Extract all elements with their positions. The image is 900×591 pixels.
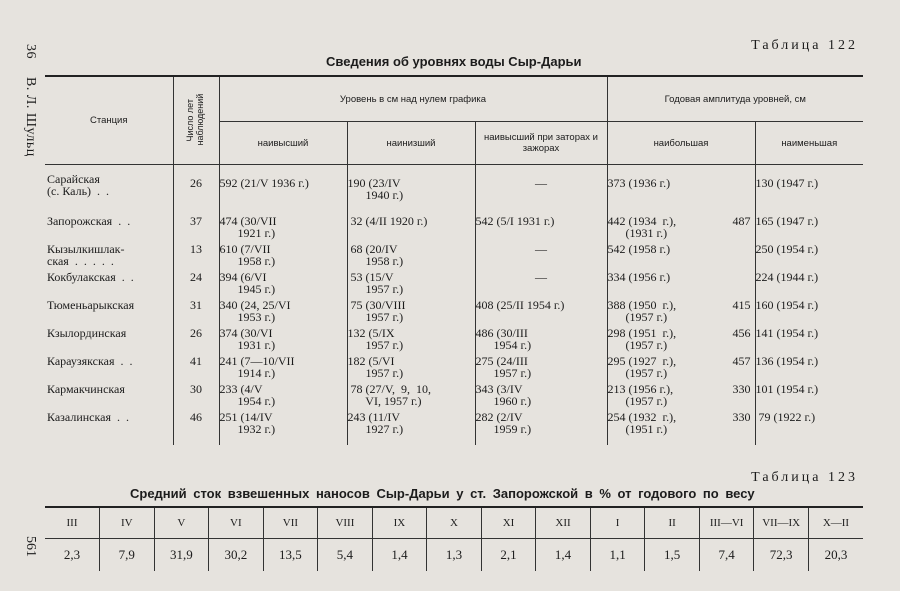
highest-jams-cell-text: 542 (5/I 1931 г.) xyxy=(475,214,555,228)
amp-max-cell xyxy=(607,327,755,355)
month-header: IV xyxy=(100,507,155,539)
month-value: 1,4 xyxy=(372,539,427,572)
author-name: В. Л. Шульц xyxy=(23,77,38,157)
highest-jams-cell xyxy=(475,215,607,243)
month-value: 13,5 xyxy=(263,539,318,572)
amp-min-cell xyxy=(755,355,863,383)
table-row xyxy=(45,383,863,411)
lowest-cell xyxy=(347,383,475,411)
years-cell xyxy=(173,243,219,271)
highest-cell xyxy=(219,411,347,445)
month-value: 2,3 xyxy=(63,547,81,562)
month-value: 7,9 xyxy=(100,539,155,572)
amp-min-cell-text: 224 (1944 г.) xyxy=(755,270,819,284)
month-value: 30,2 xyxy=(209,539,264,572)
station-cell-text: Кармакчинская xyxy=(47,382,125,396)
month-header: IX xyxy=(372,507,427,539)
amp-max-cell xyxy=(607,355,755,383)
amp-max-cell xyxy=(607,165,755,216)
highest-jams-cell xyxy=(475,299,607,327)
station-cell xyxy=(45,383,173,411)
amp-max-extra-value: 415 xyxy=(732,298,751,312)
station-cell xyxy=(45,327,173,355)
highest-jams-cell xyxy=(475,327,607,355)
month-header: XI xyxy=(481,507,536,539)
page-number-top: 36 xyxy=(23,44,38,59)
station-cell xyxy=(45,215,173,243)
amp-min-cell-text: 136 (1954 г.) xyxy=(755,354,819,368)
highest-cell-text: 251 (14/IV 1932 г.) xyxy=(219,410,276,436)
amp-max-cell xyxy=(607,215,755,243)
month-header: II xyxy=(645,507,700,539)
station-cell xyxy=(45,165,173,216)
page-number-bottom: 561 xyxy=(23,536,38,557)
highest-jams-cell xyxy=(475,243,607,271)
amp-min-cell xyxy=(755,383,863,411)
years-cell-text: 26 xyxy=(190,326,202,340)
lowest-cell-text: 190 (23/IV 1940 г.) xyxy=(347,176,404,202)
highest-cell xyxy=(219,243,347,271)
lowest-cell-text: 68 (20/IV 1958 г.) xyxy=(350,242,404,268)
lowest-cell xyxy=(347,327,475,355)
station-cell-text: Тюменьарыкская xyxy=(47,298,135,312)
years-cell-text: 24 xyxy=(190,270,202,284)
amp-max-cell xyxy=(607,271,755,299)
amp-max-cell-text: 542 (1958 г.) xyxy=(607,242,671,256)
amp-max-cell-text: 213 (1956 г.), (1957 г.) xyxy=(607,382,674,408)
station-cell xyxy=(45,243,173,271)
years-cell xyxy=(173,383,219,411)
amp-max-cell-text: 298 (1951 г.), (1957 г.) xyxy=(607,326,677,352)
table-row xyxy=(45,355,863,383)
years-cell xyxy=(173,271,219,299)
month-header: XII xyxy=(536,507,591,539)
station-cell xyxy=(45,271,173,299)
month-value: 1,4 xyxy=(536,539,591,572)
amp-min-cell xyxy=(755,215,863,243)
highest-jams-cell xyxy=(475,355,607,383)
month-header: X—II xyxy=(808,507,863,539)
table-row xyxy=(45,327,863,355)
highest-jams-cell-text: 282 (2/IV 1959 г.) xyxy=(475,410,532,436)
month-value: 1,5 xyxy=(645,539,700,572)
header-years: Число лет наблюдений xyxy=(173,76,219,165)
years-cell-text: 41 xyxy=(190,354,202,368)
month-header: VIII xyxy=(318,507,373,539)
years-cell xyxy=(173,165,219,216)
amp-max-extra-value: 457 xyxy=(732,354,751,368)
highest-cell xyxy=(219,299,347,327)
header-highest: наивысший xyxy=(219,122,347,165)
lowest-cell-text: 53 (15/V 1957 г.) xyxy=(350,270,404,296)
amp-min-cell-text: 141 (1954 г.) xyxy=(755,326,819,340)
table-row xyxy=(45,299,863,327)
lowest-cell-text: 132 (5/IX 1957 г.) xyxy=(347,326,404,352)
amp-min-cell xyxy=(755,243,863,271)
amp-min-cell xyxy=(755,299,863,327)
highest-cell xyxy=(219,327,347,355)
month-header: V xyxy=(154,507,209,539)
month-value: 1,1 xyxy=(590,539,645,572)
highest-jams-cell-text: — xyxy=(535,242,547,256)
highest-cell-text: 474 (30/VII 1921 г.) xyxy=(219,214,277,240)
years-cell-text: 13 xyxy=(190,242,202,256)
month-header: VI xyxy=(209,507,264,539)
station-cell-text: Запорожская . . xyxy=(47,214,131,228)
station-cell-text: Казалинская . . xyxy=(47,410,129,424)
month-header: VII xyxy=(263,507,318,539)
table-row xyxy=(45,411,863,445)
highest-cell-text: 340 (24, 25/VI 1953 г.) xyxy=(219,298,291,324)
station-cell xyxy=(45,411,173,445)
header-amp-max: наибольшая xyxy=(607,122,755,165)
header-amplitude-group: Годовая амплитуда уровней, см xyxy=(607,76,863,122)
month-value: 20,3 xyxy=(808,539,863,572)
highest-cell-text: 592 (21/V 1936 г.) xyxy=(219,176,309,190)
amp-max-extra-value: 487 xyxy=(732,214,751,228)
amp-max-extra-value: 330 xyxy=(732,410,751,424)
years-cell xyxy=(173,327,219,355)
month-header: III—VI xyxy=(699,507,754,539)
highest-cell xyxy=(219,383,347,411)
highest-cell-text: 241 (7—10/VII 1914 г.) xyxy=(219,354,295,380)
month-header: III xyxy=(45,507,100,539)
month-value: 31,9 xyxy=(154,539,209,572)
amp-min-cell xyxy=(755,271,863,299)
amp-max-cell xyxy=(607,411,755,445)
amp-min-cell-text: 101 (1954 г.) xyxy=(755,382,819,396)
highest-cell xyxy=(219,271,347,299)
highest-jams-cell xyxy=(475,411,607,445)
station-cell xyxy=(45,355,173,383)
table-123-label: Таблица 123 xyxy=(751,470,858,485)
years-cell xyxy=(173,299,219,327)
lowest-cell xyxy=(347,215,475,243)
lowest-cell xyxy=(347,299,475,327)
station-cell-text: Кызылкишлак- ская . . . . . xyxy=(47,242,125,268)
highest-cell xyxy=(219,165,347,216)
table-row xyxy=(45,243,863,271)
table-row xyxy=(45,271,863,299)
running-header xyxy=(22,44,38,157)
month-header: VII—IX xyxy=(754,507,809,539)
amp-min-cell xyxy=(755,327,863,355)
station-cell xyxy=(45,299,173,327)
lowest-cell xyxy=(347,411,475,445)
station-cell-text: Кзылординская xyxy=(47,326,127,340)
month-value: 2,1 xyxy=(481,539,536,572)
highest-jams-cell-text: 486 (30/III 1954 г.) xyxy=(475,326,532,352)
lowest-cell xyxy=(347,271,475,299)
amp-max-cell xyxy=(607,299,755,327)
amp-min-cell-text: 79 (1922 г.) xyxy=(755,410,816,424)
header-station: Станция xyxy=(45,76,173,165)
amp-min-cell-text: 130 (1947 г.) xyxy=(755,176,819,190)
table-row xyxy=(45,215,863,243)
amp-max-cell-text: 295 (1927 г.), (1957 г.) xyxy=(607,354,677,380)
lowest-cell-text: 75 (30/VIII 1957 г.) xyxy=(350,298,406,324)
month-value: 7,4 xyxy=(699,539,754,572)
years-cell xyxy=(173,215,219,243)
years-cell-text: 37 xyxy=(190,214,202,228)
amp-max-extra-value: 456 xyxy=(732,326,751,340)
month-header: I xyxy=(590,507,645,539)
water-levels-table xyxy=(45,75,863,445)
lowest-cell-text: 78 (27/V, 9, 10, VI, 1957 г.) xyxy=(350,382,431,408)
highest-jams-cell-text: 275 (24/III 1957 г.) xyxy=(475,354,532,380)
month-header: X xyxy=(427,507,482,539)
highest-jams-cell-text: 343 (3/IV 1960 г.) xyxy=(475,382,532,408)
lowest-cell-text: 32 (4/II 1920 г.) xyxy=(347,214,428,228)
table-122-label: Таблица 122 xyxy=(751,38,858,53)
amp-max-cell-text: 373 (1936 г.) xyxy=(607,176,671,190)
amp-max-cell xyxy=(607,383,755,411)
years-cell-text: 26 xyxy=(190,176,202,190)
amp-min-cell-text: 250 (1954 г.) xyxy=(755,242,819,256)
month-value: 1,3 xyxy=(427,539,482,572)
highest-cell xyxy=(219,215,347,243)
month-value: 5,4 xyxy=(318,539,373,572)
lowest-cell xyxy=(347,165,475,216)
highest-cell-text: 374 (30/VI 1931 г.) xyxy=(219,326,276,352)
amp-min-cell-text: 160 (1954 г.) xyxy=(755,298,819,312)
highest-jams-cell xyxy=(475,383,607,411)
header-level-group: Уровень в см над нулем графика xyxy=(219,76,607,122)
table-row xyxy=(45,165,863,216)
amp-max-cell xyxy=(607,243,755,271)
amp-max-cell-text: 254 (1932 г.), (1951 г.) xyxy=(607,410,677,436)
amp-min-cell-text: 165 (1947 г.) xyxy=(755,214,819,228)
years-cell-text: 30 xyxy=(190,382,202,396)
month-value: 72,3 xyxy=(754,539,809,572)
amp-min-cell xyxy=(755,165,863,216)
highest-cell-text: 394 (6/VI 1945 г.) xyxy=(219,270,276,296)
amp-max-cell-text: 388 (1950 г.), (1957 г.) xyxy=(607,298,677,324)
sediment-table xyxy=(45,506,863,571)
table-122-title: Сведения об уровнях воды Сыр-Дарьи xyxy=(326,54,582,69)
lowest-cell-text: 182 (5/VI 1957 г.) xyxy=(347,354,404,380)
lowest-cell xyxy=(347,243,475,271)
highest-jams-cell-text: 408 (25/II 1954 г.) xyxy=(475,298,565,312)
amp-max-cell-text: 334 (1956 г.) xyxy=(607,270,671,284)
years-cell-text: 31 xyxy=(190,298,202,312)
header-amp-min: наименьшая xyxy=(755,122,863,165)
table-123-title: Средний сток взвешенных наносов Сыр-Дарьи у ст. Запорожской в % от годового по весу xyxy=(130,486,755,501)
amp-max-cell-text: 442 (1934 г.), (1931 г.) xyxy=(607,214,677,240)
lowest-cell xyxy=(347,355,475,383)
years-cell-text: 46 xyxy=(190,410,202,424)
lowest-cell-text: 243 (11/IV 1927 г.) xyxy=(347,410,404,436)
station-cell-text: Кокбулакская . . xyxy=(47,270,134,284)
years-cell xyxy=(173,411,219,445)
highest-jams-cell-text: — xyxy=(535,176,547,190)
highest-cell-text: 610 (7/VII 1958 г.) xyxy=(219,242,276,268)
highest-jams-cell xyxy=(475,165,607,216)
header-lowest: наинизший xyxy=(347,122,475,165)
header-highest-jams: наивысший при заторах и зажорах xyxy=(475,122,607,165)
highest-jams-cell xyxy=(475,271,607,299)
highest-cell xyxy=(219,355,347,383)
highest-jams-cell-text: — xyxy=(535,270,547,284)
highest-cell-text: 233 (4/V 1954 г.) xyxy=(219,382,276,408)
amp-min-cell xyxy=(755,411,863,445)
years-cell xyxy=(173,355,219,383)
station-cell-text: Караузякская . . xyxy=(47,354,133,368)
station-cell-text: Сарайская (с. Каль) . . xyxy=(47,172,110,198)
amp-max-extra-value: 330 xyxy=(732,382,751,396)
